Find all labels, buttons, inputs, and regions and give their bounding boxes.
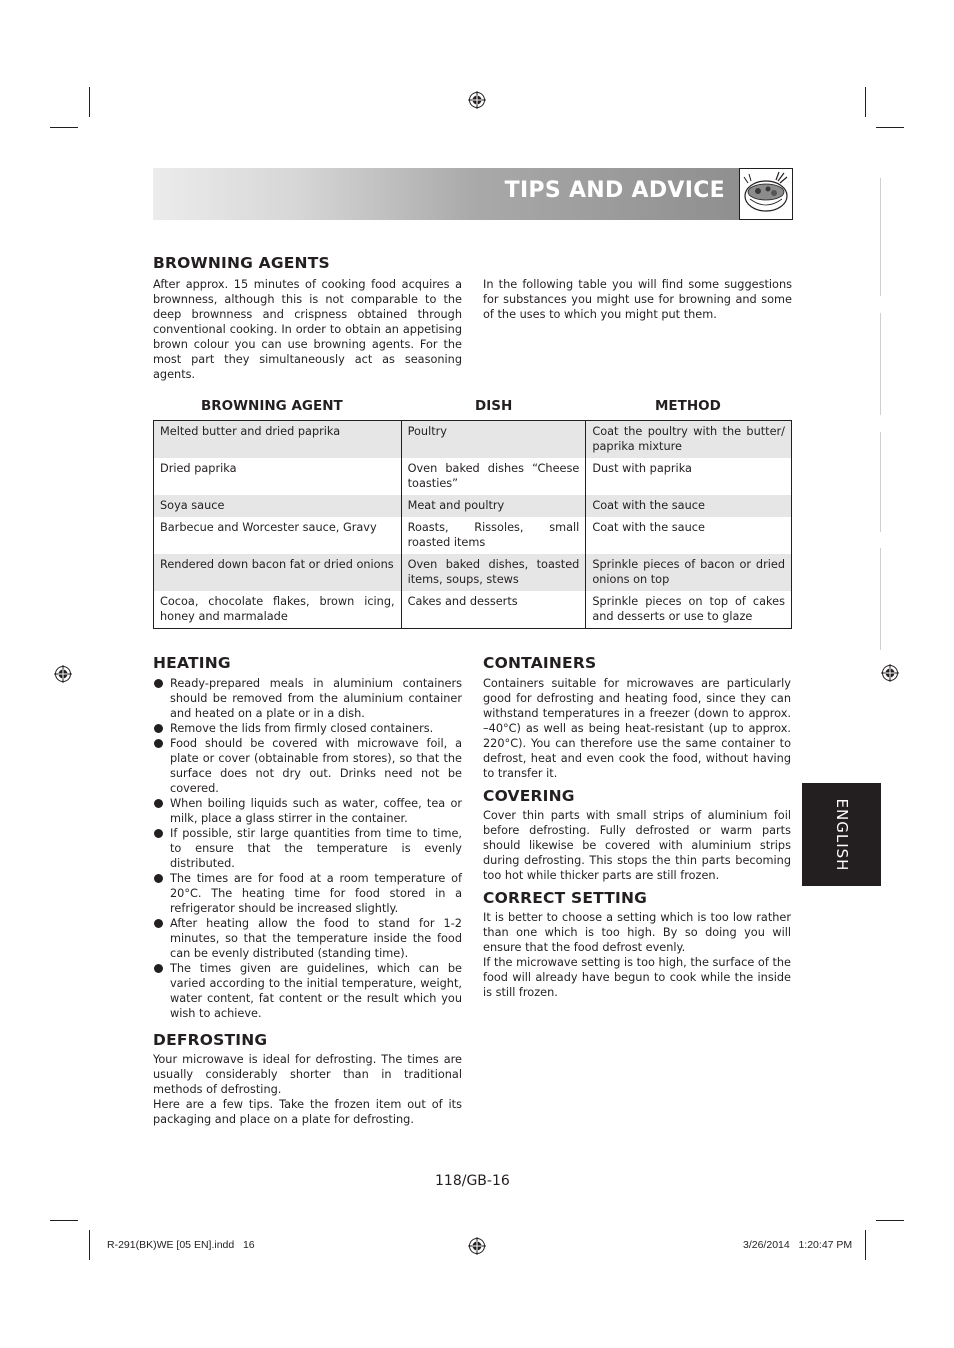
- registration-mark-icon: [468, 1237, 486, 1255]
- registration-mark-icon: [881, 664, 899, 682]
- file-name: R-291(BK)WE [05 EN].indd 16: [107, 1239, 255, 1251]
- containers-heading: CONTAINERS: [483, 654, 597, 672]
- bullet-icon: [154, 739, 163, 748]
- food-bowl-icon: [739, 168, 793, 220]
- table-cell: Coat with the sauce: [586, 517, 792, 554]
- table-cell: Coat with the sauce: [586, 495, 792, 517]
- table-row: [154, 517, 792, 554]
- table-row: [154, 591, 792, 629]
- table-cell: Rendered down bacon fat or dried onions: [154, 554, 402, 591]
- list-item: [153, 871, 462, 916]
- browning-agents-table: [153, 420, 792, 629]
- list-item-text: Remove the lids from firmly closed containers.: [170, 722, 434, 735]
- edge-line: [880, 432, 881, 532]
- list-item: [153, 676, 462, 721]
- heating-list: [153, 676, 462, 1021]
- right-column: [483, 654, 791, 1000]
- table-cell: Soya sauce: [154, 495, 402, 517]
- list-item: [153, 826, 462, 871]
- language-tab-label: ENGLISH: [833, 798, 851, 872]
- crop-mark: [876, 1220, 904, 1221]
- defrosting-text: Your microwave is ideal for defrosting. The times are usually considerably shorter than in traditional methods of defrosting.: [153, 1053, 462, 1096]
- bullet-icon: [154, 829, 163, 838]
- table-row: [154, 458, 792, 495]
- list-item-text: Food should be covered with microwave foil, a plate or cover (obtainable from stores), so that the surface does not dry out. Drinks need not be covered.: [170, 737, 462, 795]
- list-item: [153, 796, 462, 826]
- table-header-agent: BROWNING AGENT: [201, 398, 343, 414]
- table-cell: Sprinkle pieces on top of cakes and desserts or use to glaze: [586, 591, 792, 629]
- edge-line: [880, 178, 881, 296]
- bullet-icon: [154, 679, 163, 688]
- crop-mark: [89, 87, 90, 117]
- table-cell: Meat and poultry: [401, 495, 586, 517]
- list-item: [153, 961, 462, 1021]
- table-cell: Roasts, Rissoles, small roasted items: [401, 517, 586, 554]
- page-number: 118/GB-16: [435, 1173, 510, 1189]
- list-item-text: When boiling liquids such as water, coffee, tea or milk, place a glass stirrer in the container.: [170, 797, 462, 825]
- registration-mark-icon: [468, 91, 486, 109]
- list-item: [153, 721, 462, 736]
- crop-mark: [865, 1230, 866, 1260]
- browning-agents-heading: BROWNING AGENTS: [153, 254, 330, 272]
- browning-agents-table-intro: In the following table you will find some suggestions for substances you might use for browning and some of the uses to which you might put them.: [483, 278, 792, 321]
- crop-mark: [50, 1220, 78, 1221]
- left-column: [153, 654, 462, 1127]
- defrosting-heading: DEFROSTING: [153, 1031, 268, 1049]
- edge-line: [880, 548, 881, 650]
- bullet-icon: [154, 799, 163, 808]
- table-row: [154, 495, 792, 517]
- print-timestamp: 3/26/2014 1:20:47 PM: [743, 1239, 853, 1251]
- correct-setting-text: It is better to choose a setting which is too low rather than one which is too high. By so doing you will ensure that the food defrost evenly.: [483, 911, 791, 954]
- defrosting-tips: Here are a few tips. Take the frozen item out of its packaging and place on a plate for defrosting.: [153, 1098, 462, 1126]
- bullet-icon: [154, 724, 163, 733]
- crop-mark: [50, 127, 78, 128]
- table-cell: Coat the poultry with the butter/ paprika mixture: [586, 421, 792, 459]
- table-cell: Melted butter and dried paprika: [154, 421, 402, 459]
- covering-text: Cover thin parts with small strips of aluminium foil before defrosting. Fully defrosted or warm parts should likewise be covered with aluminium strips during defrosting. This stops the thin parts becoming too hot while thicker parts are still frozen.: [483, 809, 791, 882]
- table-cell: Cakes and desserts: [401, 591, 586, 629]
- table-cell: Oven baked dishes “Cheese toasties”: [401, 458, 586, 495]
- browning-agents-intro: After approx. 15 minutes of cooking food acquires a brownness, although this is not comparable to the deep brownness and crispness obtained through conventional cooking. In order to obtain an appetising brown colour you can use browning agents. For the most part they simultaneously act as seasoning agents.: [153, 278, 462, 381]
- crop-mark: [89, 1230, 90, 1260]
- heating-heading: HEATING: [153, 654, 231, 672]
- table-cell: Cocoa, chocolate flakes, brown icing, honey and marmalade: [154, 591, 402, 629]
- table-cell: Barbecue and Worcester sauce, Gravy: [154, 517, 402, 554]
- list-item: [153, 916, 462, 961]
- bullet-icon: [154, 919, 163, 928]
- list-item-text: If possible, stir large quantities from time to time, to ensure that the temperature is evenly distributed.: [170, 827, 462, 870]
- covering-heading: COVERING: [483, 787, 575, 805]
- containers-text: Containers suitable for microwaves are particularly good for defrosting and heating food, since they can withstand temperatures in a freezer (down to approx. –40°C) as well as being heat-resistant (up to approx. 220°C). You can therefore use the same container to defrost, heat and even cook the food, without having to transfer it.: [483, 677, 791, 780]
- table-cell: Dried paprika: [154, 458, 402, 495]
- table-cell: Poultry: [401, 421, 586, 459]
- page-title: TIPS AND ADVICE: [504, 178, 725, 203]
- table-cell: Sprinkle pieces of bacon or dried onions on top: [586, 554, 792, 591]
- list-item-text: The times given are guidelines, which can be varied according to the initial temperature, weight, water content, fat content or the result which you wish to achieve.: [170, 962, 462, 1020]
- header-band: [153, 168, 739, 220]
- table-header-dish: DISH: [475, 398, 513, 414]
- correct-setting-warning: If the microwave setting is too high, the surface of the food will already have begun to cook while the inside is still frozen.: [483, 956, 791, 999]
- table-cell: Dust with paprika: [586, 458, 792, 495]
- edge-line: [880, 313, 881, 415]
- crop-mark: [865, 87, 866, 117]
- bullet-icon: [154, 964, 163, 973]
- registration-mark-icon: [54, 665, 72, 683]
- table-row: [154, 421, 792, 459]
- table-cell: Oven baked dishes, toasted items, soups, stews: [401, 554, 586, 591]
- language-tab: [802, 783, 881, 886]
- list-item-text: After heating allow the food to stand for 1-2 minutes, so that the temperature inside the food can be evenly distributed (standing time).: [170, 917, 462, 960]
- table-row: [154, 554, 792, 591]
- bullet-icon: [154, 874, 163, 883]
- list-item: [153, 736, 462, 796]
- correct-setting-heading: CORRECT SETTING: [483, 889, 648, 907]
- list-item-text: The times are for food at a room temperature of 20°C. The heating time for food stored in a refrigerator should be increased slightly.: [170, 872, 462, 915]
- table-header-method: METHOD: [655, 398, 721, 414]
- crop-mark: [876, 127, 904, 128]
- list-item-text: Ready-prepared meals in aluminium containers should be removed from the aluminium container and heated on a plate or in a dish.: [170, 677, 462, 720]
